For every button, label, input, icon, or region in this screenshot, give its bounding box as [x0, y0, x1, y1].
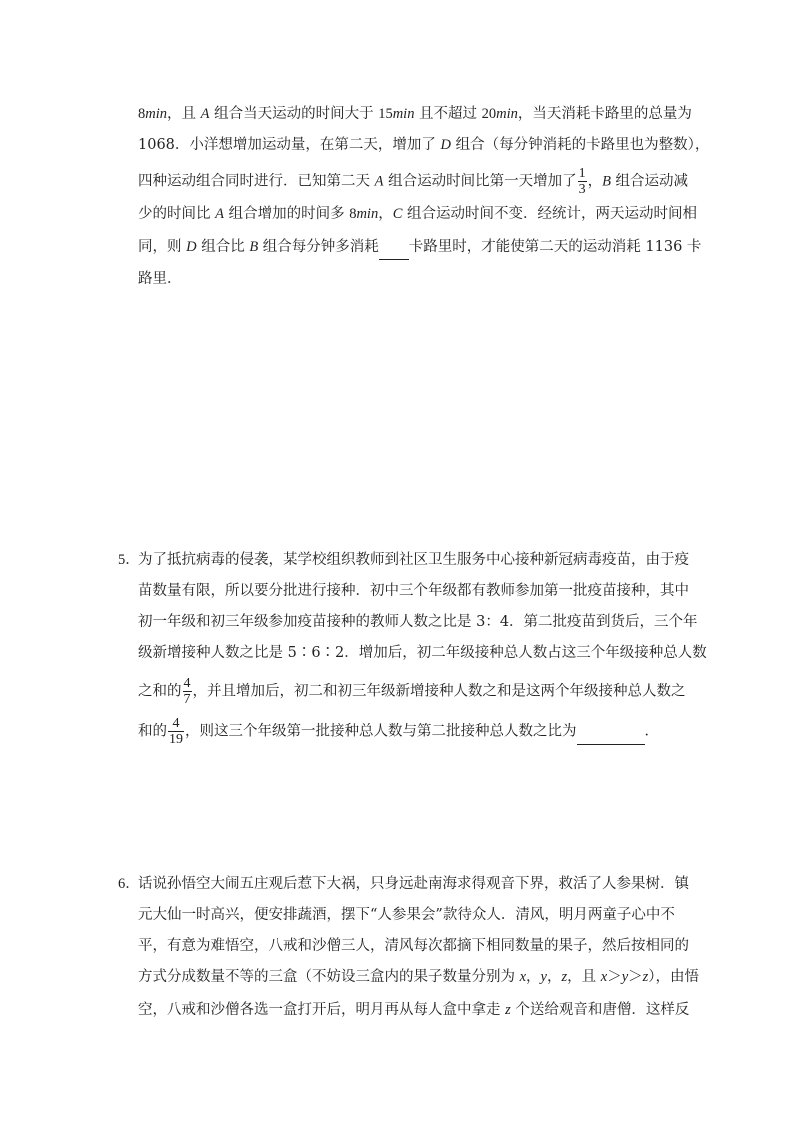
fraction-four-nineteenths: $\frac{4}{19}$ — [169, 716, 183, 747]
p4-line-3: 四种运动组合同时进行．已知第二天 A 组合运动时间比第一天增加了 $\frac{1}{3}$ ，B 组合运动减 — [138, 166, 689, 197]
p5-line-1: 为了抵抗病毒的侵袭，某学校组织教师到社区卫生服务中心接种新冠病毒疫苗，由于疫 — [138, 552, 689, 568]
p6-line-2: 元大仙一时高兴，便安排蔬酒，摆下“人参果会”款待众人．清风，明月两童子心中不 — [138, 907, 675, 923]
p6-line-1: 话说孙悟空大闹五庄观后惹下大祸，只身远赴南海求得观音下界，救活了人参果树．镇 — [138, 876, 689, 892]
p5-line-5: 之和的 $\frac{4}{7}$ ，并且增加后，初二和初三年级新增接种人数之和是这两个年级接种总人数之 — [138, 676, 686, 707]
p6-number: 6． — [118, 876, 140, 892]
p6-line-4: 方式分成数量不等的三盒（不妨设三盒内的果子数量分别为 x，y，z，且 x＞y＞z），由悟 — [138, 969, 700, 985]
p5-line-3: 初一年级和初三年级参加疫苗接种的教师人数之比是 3：4．第二批疫苗到货后，三个年 — [138, 614, 698, 630]
p4-line-6: 路里． — [138, 271, 182, 287]
p6-line-3: 平，有意为难悟空，八戒和沙僧三人，清风每次都摘下相同数量的果子，然后按相同的 — [138, 938, 689, 954]
p6-line-5: 空，八戒和沙僧各选一盒打开后，明月再从每人盒中拿走 z 个送给观音和唐僧．这样反 — [138, 1002, 690, 1018]
p4-line-4: 少的时间比 A 组合增加的时间多 8min，C 组合运动时间不变．经统计，两天运动时间相 — [138, 206, 697, 222]
p5-line-2: 苗数量有限，所以要分批进行接种．初中三个年级都有教师参加第一批疫苗接种，其中 — [138, 583, 689, 599]
answer-blank-5 — [577, 724, 645, 745]
fraction-four-sevenths: $\frac{4}{7}$ — [183, 676, 191, 707]
p4-line-2: 1068．小洋想增加运动量，在第二天，增加了 D 组合（每分钟消耗的卡路里也为整数）， — [138, 137, 710, 153]
p5-number: 5． — [118, 552, 140, 568]
answer-blank-4 — [379, 239, 409, 260]
p5-line-4: 级新增接种人数之比是 5∶6∶2．增加后，初二年级接种总人数占这三个年级接种总人数 — [138, 645, 707, 661]
p5-line-6: 和的 $\frac{4}{19}$ ，则这三个年级第一批接种总人数与第二批接种总人数之比为 ． — [138, 716, 659, 747]
p4-line-1: 8min，且 A 组合当天运动的时间大于 15min 且不超过 20min，当天消耗卡路里的总量为 — [138, 106, 692, 122]
fraction-one-third: $\frac{1}{3}$ — [578, 166, 586, 197]
p4-line-5: 同，则 D 组合比 B 组合每分钟多消耗 卡路里时，才能使第二天的运动消耗 1136 卡 — [138, 237, 701, 260]
